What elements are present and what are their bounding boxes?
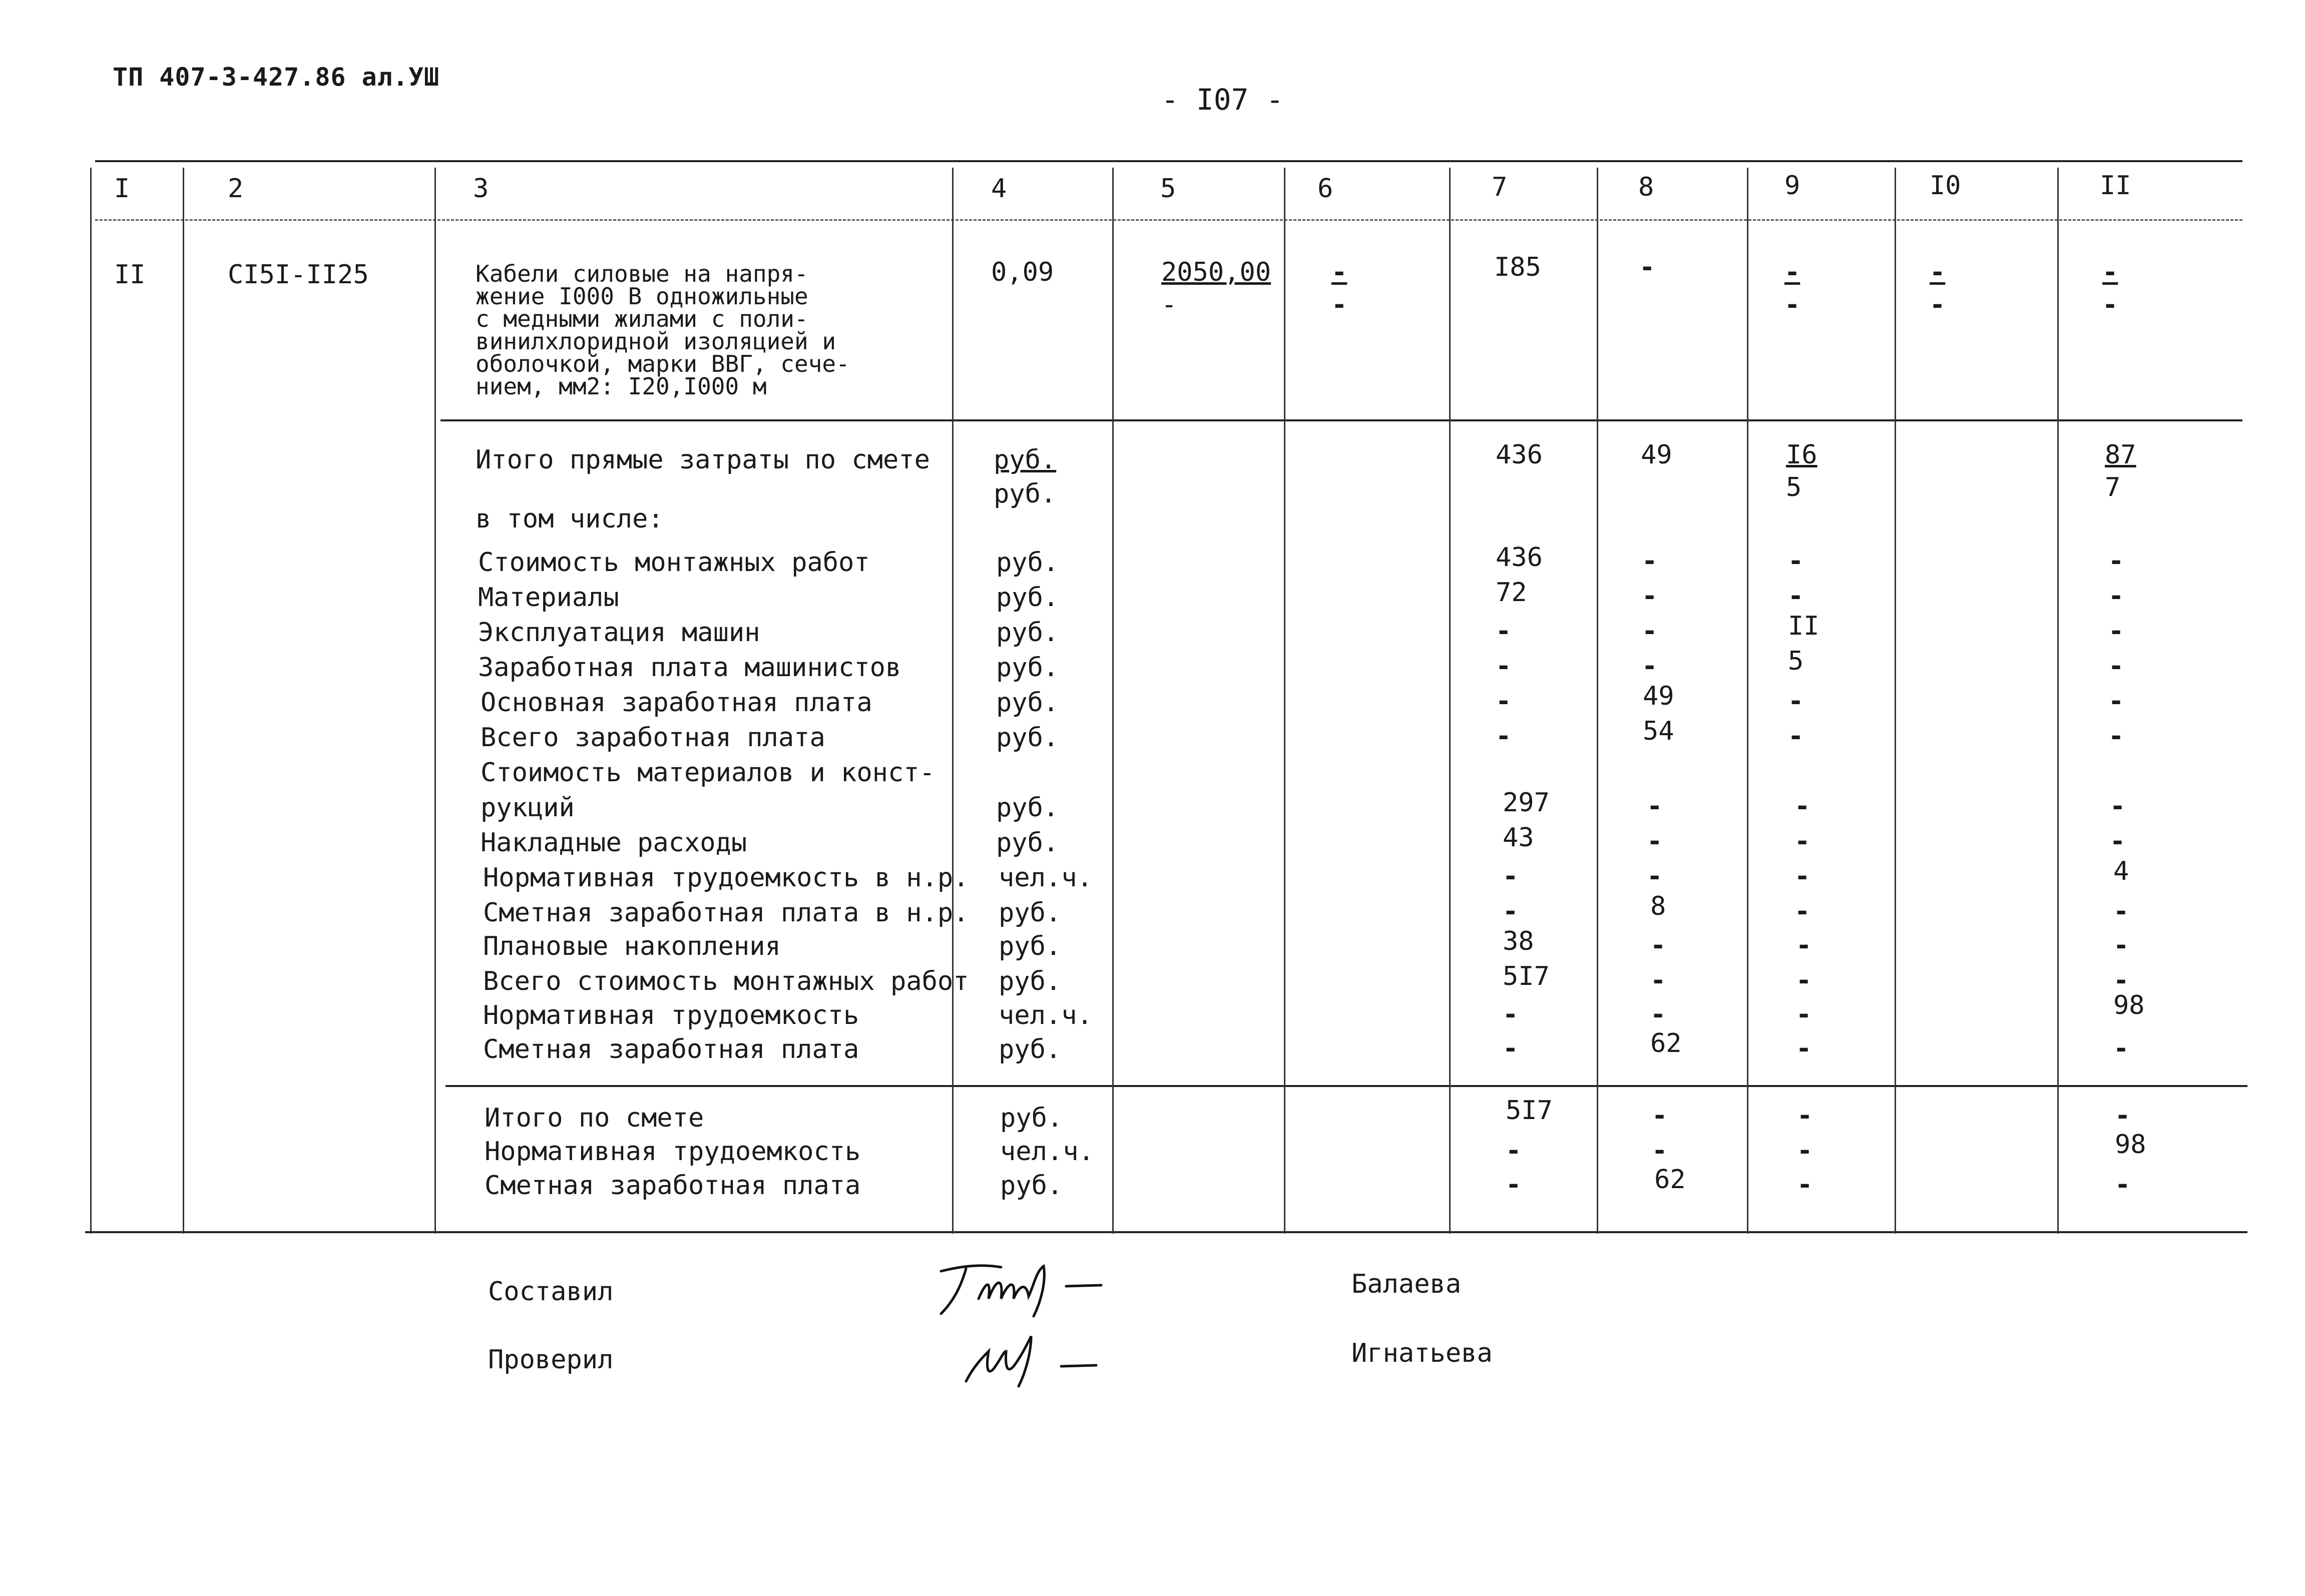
total-col9: -	[1797, 1136, 1813, 1166]
row-col11: -	[2113, 1033, 2129, 1063]
row-label: Стоимость материалов и конст-	[481, 758, 935, 788]
row-unit: чел.ч.	[999, 1000, 1093, 1030]
row-col9: -	[1788, 721, 1804, 751]
table-bottom-rule	[85, 1231, 2247, 1233]
signature-checked	[956, 1321, 1116, 1391]
total-label: Нормативная трудоемкость	[485, 1137, 861, 1167]
row-label: Сметная заработная плата	[483, 1034, 859, 1065]
row-label: Эксплуатация машин	[478, 618, 760, 648]
row-col9: -	[1796, 965, 1812, 995]
col-header-4: 4	[991, 174, 1007, 204]
direct-costs-unit-bottom: руб.	[994, 479, 1057, 509]
row-label: Материалы	[478, 583, 619, 613]
total-col7: -	[1506, 1170, 1522, 1200]
col-divider-4	[952, 168, 954, 1234]
total-label: Сметная заработная плата	[485, 1171, 861, 1201]
col-divider-2	[183, 168, 184, 1234]
row-col7: 43	[1503, 823, 1534, 853]
total-col11: 98	[2115, 1130, 2146, 1160]
total-col8: 62	[1654, 1165, 1686, 1195]
row-col9: -	[1794, 896, 1810, 926]
total-col8: -	[1652, 1101, 1668, 1131]
row-col7: -	[1496, 686, 1512, 716]
row-unit: руб.	[996, 723, 1059, 753]
col-divider-9	[1747, 168, 1748, 1234]
row-unit: руб.	[999, 1034, 1062, 1065]
row-col8: -	[1650, 999, 1666, 1029]
compiled-by-label: Составил	[488, 1277, 614, 1307]
row-col8: 54	[1643, 716, 1674, 746]
row-col9: -	[1788, 686, 1804, 716]
item-code: CI5I-II25	[228, 260, 369, 290]
item-col7: I85	[1494, 252, 1541, 282]
checked-by-label: Проверил	[488, 1345, 614, 1375]
direct-costs-label: Итого прямые затраты по смете	[476, 445, 930, 475]
col-header-10: I0	[1930, 171, 1961, 201]
row-unit: руб.	[999, 931, 1062, 961]
document-code: ТП 407-3-427.86 ал.УШ	[113, 63, 440, 92]
item-col11-top: -	[2102, 257, 2118, 287]
row-col11: -	[2108, 686, 2124, 716]
row-col9: -	[1794, 861, 1810, 891]
row-col8: -	[1642, 616, 1658, 646]
row-col7: -	[1503, 999, 1519, 1029]
col-divider-3	[434, 168, 436, 1234]
row-unit: руб.	[996, 548, 1059, 578]
table-top-rule	[95, 160, 2242, 162]
row-col11: -	[2110, 826, 2126, 856]
row-unit: руб.	[996, 793, 1059, 823]
row-unit: руб.	[996, 618, 1059, 648]
item-col9-top: -	[1784, 257, 1800, 287]
col-divider-8	[1597, 168, 1598, 1234]
direct-costs-unit-top: руб.	[994, 445, 1057, 475]
item-col8: -	[1639, 252, 1655, 282]
total-unit: руб.	[1000, 1171, 1063, 1201]
col-divider-10	[1895, 168, 1896, 1234]
col-divider-1	[90, 168, 92, 1234]
row-unit: руб.	[996, 653, 1059, 683]
row-label: Всего стоимость монтажных работ	[483, 966, 969, 996]
item-col6-top: -	[1331, 257, 1347, 287]
row-col8: -	[1650, 965, 1666, 995]
row-col8: 8	[1650, 891, 1666, 921]
direct-costs-col9-bottom: 5	[1786, 472, 1802, 502]
item-col10-sub: -	[1930, 290, 1946, 320]
row-col8: -	[1642, 581, 1658, 611]
col-divider-7	[1449, 168, 1451, 1234]
item-col6-sub: -	[1331, 290, 1347, 320]
header-bottom-rule	[95, 219, 2242, 221]
row-unit: руб.	[996, 688, 1059, 718]
row-col8: 62	[1650, 1028, 1682, 1058]
row-col11: 98	[2113, 990, 2145, 1020]
item-price-sub: -	[1161, 290, 1177, 320]
row-col11: -	[2113, 965, 2129, 995]
item-col9-sub: -	[1784, 290, 1800, 320]
row-label: Заработная плата машинистов	[478, 653, 901, 683]
row-col7: -	[1503, 861, 1519, 891]
total-label: Итого по смете	[485, 1103, 704, 1133]
row-label: рукций	[481, 793, 575, 823]
row-col9: 5	[1788, 646, 1804, 676]
col-header-3: 3	[473, 174, 489, 204]
subtotal-bottom-rule	[445, 1085, 2247, 1087]
direct-costs-col9-top: I6	[1786, 440, 1817, 470]
item-quantity: 0,09	[991, 257, 1054, 287]
row-label: Нормативная трудоемкость в н.р.	[483, 863, 969, 893]
item-bottom-rule	[440, 419, 2242, 421]
row-col7: -	[1496, 616, 1512, 646]
row-col11: -	[2108, 651, 2124, 681]
row-col7: 5I7	[1503, 961, 1550, 991]
signature-compiled	[931, 1251, 1111, 1321]
row-label: Стоимость монтажных работ	[478, 548, 870, 578]
row-unit: руб.	[999, 898, 1062, 928]
row-label: Плановые накопления	[483, 931, 781, 961]
col-divider-5	[1112, 168, 1114, 1234]
item-col11-sub: -	[2102, 290, 2118, 320]
total-col11: -	[2115, 1170, 2131, 1200]
total-col7: -	[1506, 1136, 1522, 1166]
direct-costs-col11-bottom: 7	[2105, 472, 2121, 502]
total-col11: -	[2115, 1101, 2131, 1131]
row-col9: -	[1788, 581, 1804, 611]
row-col11: -	[2108, 616, 2124, 646]
row-col11: -	[2108, 546, 2124, 576]
item-col10-top: -	[1930, 257, 1946, 287]
row-unit: руб.	[996, 583, 1059, 613]
row-col7: 72	[1496, 578, 1527, 608]
row-col8: -	[1647, 861, 1663, 891]
direct-costs-col7: 436	[1496, 440, 1543, 470]
row-col9: -	[1788, 546, 1804, 576]
row-label: Основная заработная плата	[481, 688, 872, 718]
item-number: II	[114, 260, 146, 290]
row-col8: -	[1650, 930, 1666, 960]
total-col8: -	[1652, 1136, 1668, 1166]
row-col8: -	[1642, 651, 1658, 681]
row-label: Накладные расходы	[481, 828, 747, 858]
item-price: 2050,00	[1161, 257, 1271, 287]
row-col8: -	[1647, 826, 1663, 856]
direct-costs-col8: 49	[1641, 440, 1672, 470]
row-col9: -	[1794, 791, 1810, 821]
row-col11: -	[2108, 721, 2124, 751]
row-col7: -	[1496, 651, 1512, 681]
total-col9: -	[1797, 1101, 1813, 1131]
row-col9: -	[1796, 1033, 1812, 1063]
row-unit: руб.	[999, 966, 1062, 996]
row-col7: -	[1503, 1033, 1519, 1063]
row-label: Всего заработная плата	[481, 723, 825, 753]
row-unit: чел.ч.	[999, 863, 1093, 893]
direct-costs-col11-top: 87	[2105, 440, 2136, 470]
page-number: - I07 -	[1161, 83, 1284, 117]
row-col11: -	[2113, 930, 2129, 960]
including-label: в том числе:	[476, 504, 664, 534]
col-divider-11	[2057, 168, 2059, 1234]
row-label: Сметная заработная плата в н.р.	[483, 898, 969, 928]
row-col7: -	[1496, 721, 1512, 751]
row-col9: -	[1794, 826, 1810, 856]
col-header-2: 2	[228, 174, 244, 204]
total-col7: 5I7	[1506, 1096, 1553, 1126]
row-col8: -	[1647, 791, 1663, 821]
row-col8: 49	[1643, 681, 1674, 711]
row-col8: -	[1642, 546, 1658, 576]
col-divider-6	[1284, 168, 1285, 1234]
row-col7: 297	[1503, 788, 1550, 818]
row-col9: -	[1796, 999, 1812, 1029]
col-header-8: 8	[1638, 172, 1654, 202]
col-header-7: 7	[1492, 172, 1508, 202]
row-unit: руб.	[996, 828, 1059, 858]
col-header-5: 5	[1160, 174, 1176, 204]
total-unit: руб.	[1000, 1103, 1063, 1133]
row-col11: -	[2113, 896, 2129, 926]
row-col11: -	[2108, 581, 2124, 611]
row-col7: -	[1503, 896, 1519, 926]
col-header-11: II	[2100, 171, 2131, 201]
row-col9: II	[1788, 611, 1819, 641]
checked-by-name: Игнатьева	[1351, 1338, 1493, 1368]
total-unit: чел.ч.	[1000, 1137, 1094, 1167]
row-col7: 38	[1503, 926, 1534, 956]
row-col9: -	[1796, 930, 1812, 960]
row-label: Нормативная трудоемкость	[483, 1000, 859, 1030]
col-header-1: I	[114, 174, 130, 204]
compiled-by-name: Балаева	[1351, 1269, 1462, 1299]
row-col11: -	[2110, 791, 2126, 821]
item-description: Кабели силовые на напря- жение I000 В одножильные с медными жилами с поли- винилхлоридной изоляцией и оболочкой, марки ВВГ, сече- нием, мм2: I20,I000 м	[476, 260, 850, 400]
row-col7: 436	[1496, 543, 1543, 573]
col-header-6: 6	[1317, 174, 1333, 204]
row-col11: 4	[2113, 856, 2129, 886]
col-header-9: 9	[1784, 171, 1800, 201]
total-col9: -	[1797, 1170, 1813, 1200]
